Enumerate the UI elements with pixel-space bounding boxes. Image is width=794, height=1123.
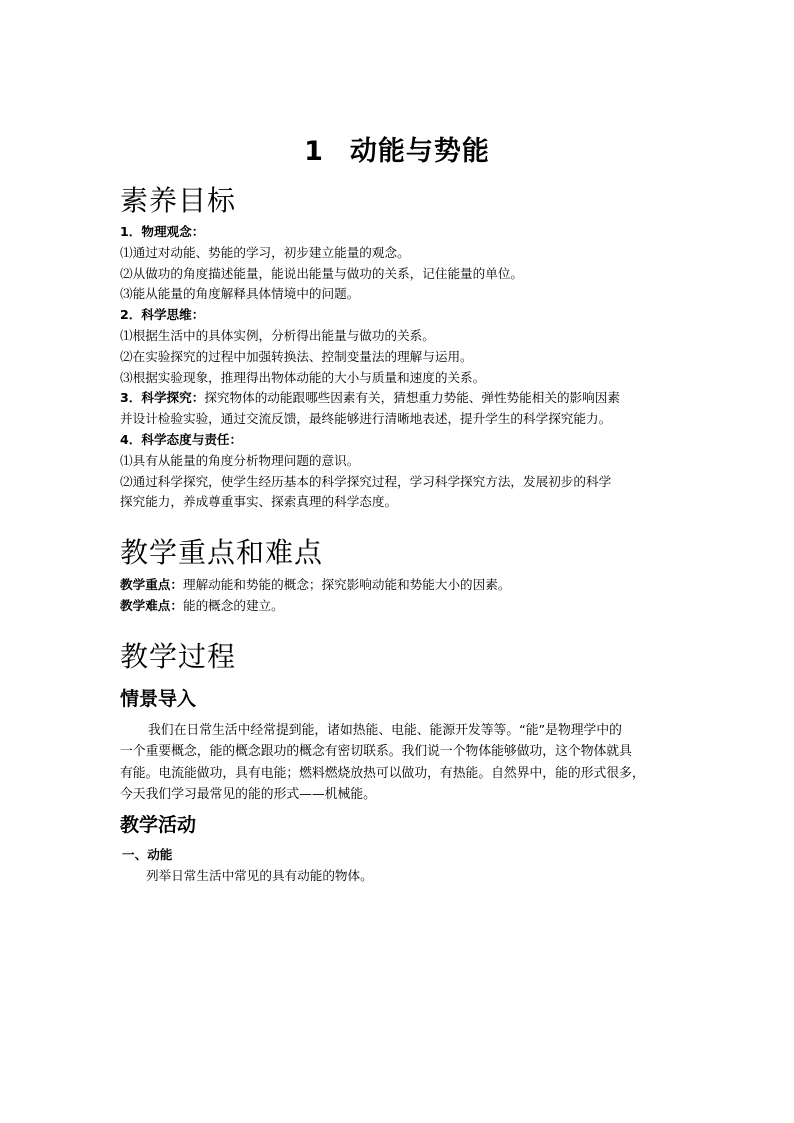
title-text: 动能与势能 — [349, 136, 490, 167]
activity-item-heading: 一、动能 — [122, 847, 173, 862]
goal-line: 并设计检验实验，通过交流反馈，最终能够进行清晰地表述，提升学生的科学探究能力。 — [120, 411, 612, 427]
goal-line: ⑶根据实验现象，推理得出物体动能的大小与质量和速度的关系。 — [120, 369, 486, 385]
activity-block — [122, 845, 682, 887]
heading-literacy-goals: 素养目标 — [120, 184, 237, 217]
title-number: 1 — [304, 136, 324, 167]
paragraph-line: 一个重要概念，能的概念跟功的概念有密切联系。我们说一个物体能够做功，这个物体就具 — [120, 744, 632, 760]
goal-line: ⑴根据生活中的具体实例，分析得出能量与做功的关系。 — [120, 327, 435, 343]
subheading-scenario-intro: 情景导入 — [120, 688, 197, 710]
goal-line: 探究能力，养成尊重事实、探索真理的科学态度。 — [120, 494, 398, 510]
difficulty-line: 教学难点：能的概念的建立。 — [120, 597, 284, 613]
paragraph-line: 我们在日常生活中经常提到能，诸如热能、电能、能源开发等等。“能”是物理学中的 — [148, 723, 622, 738]
page-title — [0, 134, 794, 170]
goal-line: ⑶能从能量的角度解释具体情境中的问题。 — [120, 286, 360, 302]
literacy-goals-list — [120, 222, 680, 513]
goal-heading-scientific-inquiry: 3．科学探究： — [120, 390, 205, 406]
key-points-block — [120, 575, 680, 617]
subheading-teaching-activity: 教学活动 — [120, 814, 197, 836]
goal-line: ⑴通过对动能、势能的学习，初步建立能量的观念。 — [120, 244, 410, 260]
heading-teaching-process: 教学过程 — [120, 640, 237, 673]
goal-line: ⑵通过科学探究，使学生经历基本的科学探究过程，学习科学探究方法，发展初步的科学 — [120, 473, 612, 489]
intro-paragraph — [120, 720, 680, 806]
key-point-line: 教学重点：理解动能和势能的概念；探究影响动能和势能大小的因素。 — [120, 577, 511, 592]
goal-line: 3．科学探究：探究物体的动能跟哪些因素有关，猜想重力势能、弹性势能相关的影响因素 — [120, 390, 620, 406]
goal-heading-physics-concept: 1．物理观念： — [120, 224, 205, 239]
goal-line: ⑵在实验探究的过程中加强转换法、控制变量法的理解与运用。 — [120, 348, 473, 364]
goal-line: ⑴具有从能量的角度分析物理问题的意识。 — [120, 452, 360, 468]
goal-line: ⑵从做功的角度描述能量，能说出能量与做功的关系，记住能量的单位。 — [120, 265, 523, 281]
goal-heading-scientific-thinking: 2．科学思维： — [120, 307, 205, 323]
activity-item-text: 列举日常生活中常见的具有动能的物体。 — [146, 867, 373, 883]
paragraph-line: 今天我们学习最常见的能的形式——机械能。 — [120, 787, 376, 803]
difficulty-label: 教学难点： — [120, 597, 183, 613]
goal-heading-attitude: 4．科学态度与责任： — [120, 431, 243, 447]
heading-key-points: 教学重点和难点 — [120, 536, 324, 569]
key-point-label: 教学重点： — [120, 577, 183, 592]
paragraph-line: 有能。电流能做功，具有电能；燃料燃烧放热可以做功，有热能。自然界中，能的形式很多， — [120, 765, 645, 781]
